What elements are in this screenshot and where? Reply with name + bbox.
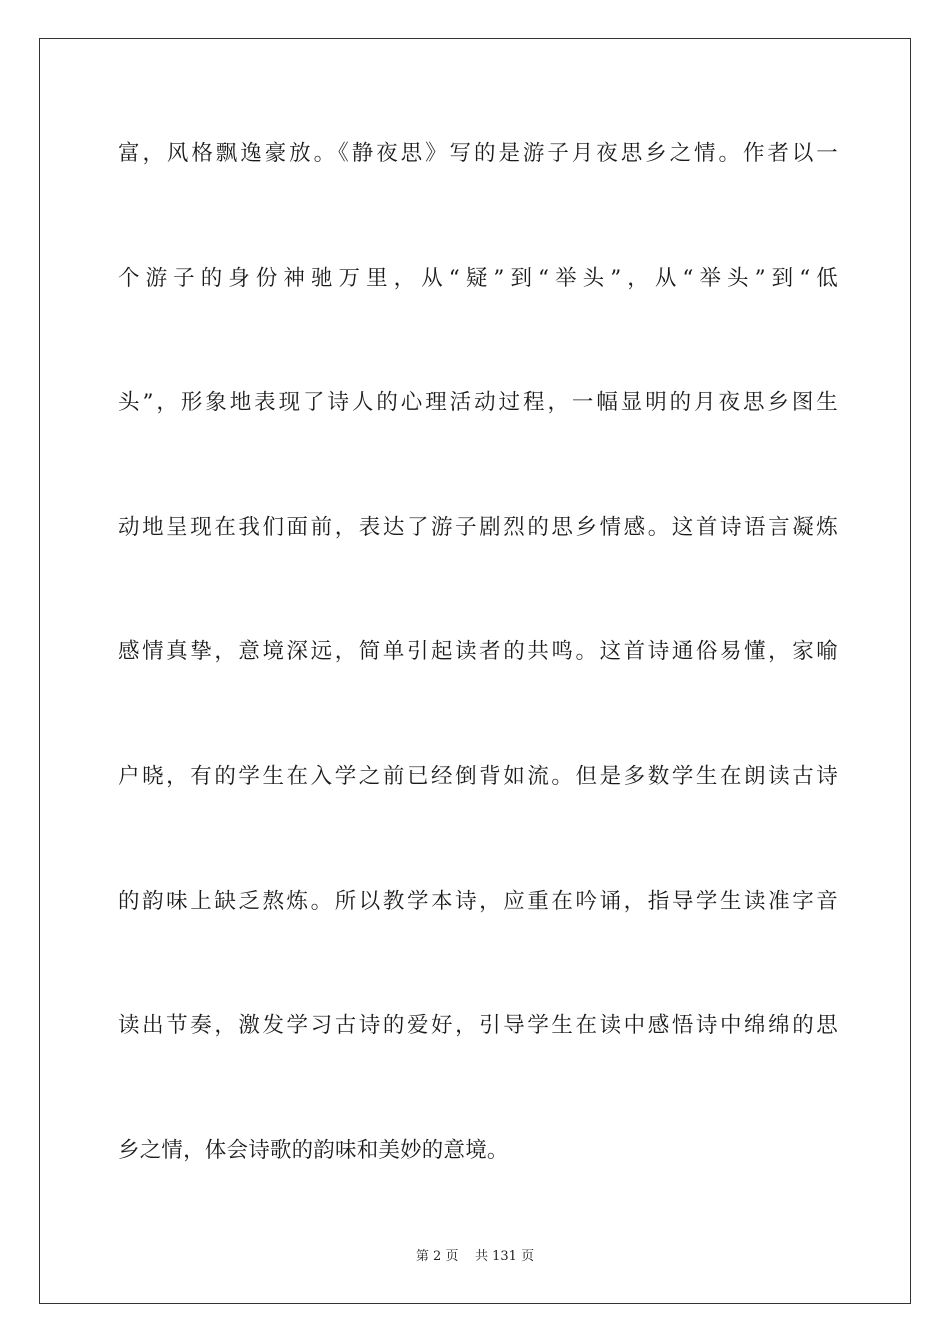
text-line: 动地呈现在我们面前，表达了游子剧烈的思乡情感。这首诗语言凝炼 bbox=[118, 514, 838, 540]
text-line: 的韵味上缺乏熬炼。所以教学本诗，应重在吟诵，指导学生读准字音 bbox=[118, 888, 838, 914]
text-line: 富，风格飘逸豪放。《静夜思》写的是游子月夜思乡之情。作者以一 bbox=[118, 141, 838, 166]
text-line: 感情真挚，意境深远，简单引起读者的共鸣。这首诗通俗易懂，家喻 bbox=[118, 639, 838, 665]
text-line: 读出节奏，激发学习古诗的爱好，引导学生在读中感悟诗中绵绵的思 bbox=[118, 1013, 838, 1039]
text-line: 户晓，有的学生在入学之前已经倒背如流。但是多数学生在朗读古诗 bbox=[118, 763, 838, 789]
text-line: 头”，形象地表现了诗人的心理活动过程，一幅显明的月夜思乡图生 bbox=[118, 390, 838, 416]
body-text bbox=[118, 125, 838, 1246]
text-line: 个游子的身份神驰万里，从“疑”到“举头”，从“举头”到“低 bbox=[118, 265, 838, 291]
page-number: 第 2 页 共 131 页 bbox=[415, 1249, 535, 1264]
text-line: 乡之情，体会诗歌的韵味和美妙的意境。 bbox=[118, 1137, 509, 1163]
